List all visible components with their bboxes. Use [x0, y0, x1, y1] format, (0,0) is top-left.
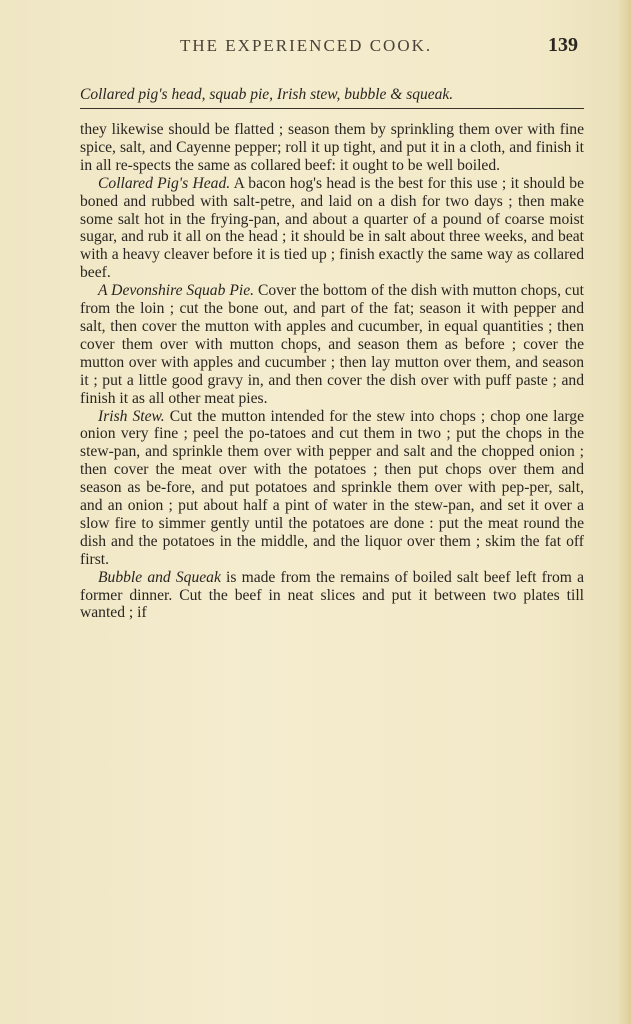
paragraph-text: they likewise should be flatted ; season them by sprinkling them over with fine spice, salt, and Cayenne pepper; roll it up tight, and put it in a cloth, and finish it in all re-spects the same as collared beef: it ought to be well boiled.	[80, 121, 584, 174]
recipe-title: Collared Pig's Head.	[98, 174, 231, 192]
recipe-title: A Devonshire Squab Pie.	[98, 282, 255, 300]
page-number: 139	[548, 34, 578, 56]
running-title: THE EXPERIENCED COOK.	[180, 36, 433, 55]
paragraph-text: Cut the mutton intended for the stew into chops ; chop one large onion very fine ; peel the po-tatoes and cut them in two ; put the chops in the stew-pan, and sprinkle them over with pepper and salt and the chopped onion ; then cover the meat over with the potatoes ; then put chops over them and season as be-fore, and put potatoes and sprinkle them over with pep-per, salt, and an onion ; put about half a pint of water in the stew-pan, and set it over a slow fire to simmer gently until the potatoes are done : put the meat round the dish and the potatoes in the middle, and the liquor over them ; skim the fat off first.	[80, 407, 584, 568]
running-head	[80, 36, 580, 62]
paragraph-bubble-and-squeak	[80, 569, 584, 623]
header-rule	[80, 108, 584, 109]
section-subhead: Collared pig's head, squab pie, Irish stew, bubble & squeak.	[80, 86, 454, 103]
body-text	[80, 121, 584, 622]
paragraph-text: Cover the bottom of the dish with mutton chops, cut from the loin ; cut the bone out, and part of the fat; season it with pepper and salt, then cover the mutton with apples and cucumber, in equal quantities ; then cover them over with mutton chops, and season them as before ; cover the mutton over with apples and cucumber ; then lay mutton over them, and season it ; put a little good gravy in, and then cover the dish over with puff paste ; and finish it as all other meat pies.	[80, 282, 584, 407]
paragraph-continuation	[80, 121, 584, 175]
paragraph-devonshire-squab-pie	[80, 282, 584, 407]
page-edge-shadow	[617, 0, 631, 1024]
paragraph-text: is made from the remains of boiled salt beef left from a former dinner. Cut the beef in neat slices and put it between two plates till wanted ; if	[80, 568, 584, 622]
paragraph-collared-pigs-head	[80, 175, 584, 282]
recipe-title: Irish Stew.	[98, 407, 165, 425]
recipe-title: Bubble and Squeak	[98, 568, 221, 586]
paragraph-text: A bacon hog's head is the best for this use ; it should be boned and rubbed with salt-petre, and laid on a dish for two days ; then make some salt hot in the frying-pan, and about a quarter of a pound of coarse moist sugar, and rub it all on the head ; it should be in salt about three weeks, and beat with a heavy cleaver before it is tied up ; finish exactly the same way as collared beef.	[80, 174, 584, 282]
paragraph-irish-stew	[80, 408, 584, 569]
